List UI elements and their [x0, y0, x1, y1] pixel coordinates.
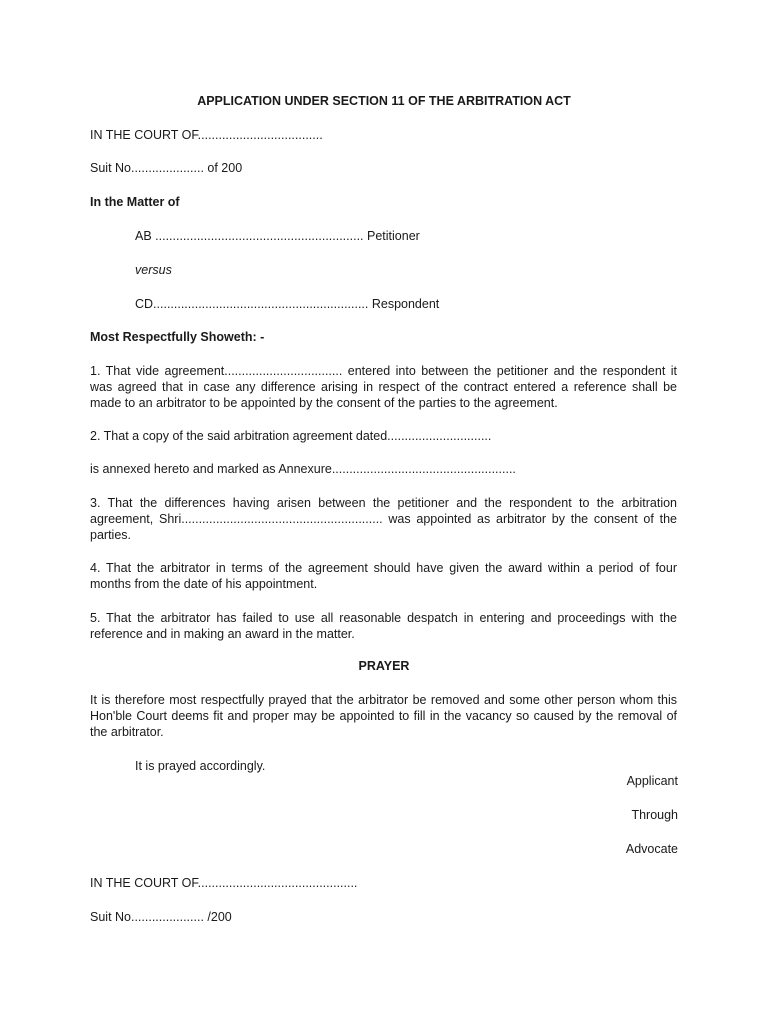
paragraph-4: 4. That the arbitrator in terms of the agreement should have given the award within a period of four months from the date of his appointment. [90, 561, 677, 591]
document-title: APPLICATION UNDER SECTION 11 OF THE ARBITRATION ACT [197, 94, 571, 108]
respondent-line: CD.............................................................. Respondent [135, 297, 440, 311]
paragraph-3: 3. That the differences having arisen between the petitioner and the respondent to the arbitration agreement, Shri.......................................................... was appointed as arbitrator by the consent of the parties. [90, 496, 677, 542]
petitioner-line: AB ............................................................ Petitioner [135, 229, 420, 243]
paragraph-2-annexure: is annexed hereto and marked as Annexure..................................................... [90, 462, 516, 476]
prayed-accordingly: It is prayed accordingly. [135, 759, 266, 773]
paragraph-5: 5. That the arbitrator has failed to use all reasonable despatch in entering and proceedings with the reference and in making an award in the matter. [90, 611, 677, 641]
paragraph-1: 1. That vide agreement.................................. entered into between the petitioner and the respondent it was agreed that in case any difference arising in respect of the contract entered a reference shall be made to an arbitrator to be appointed by the consent of the parties to the agreement. [90, 364, 677, 410]
paragraph-2: 2. That a copy of the said arbitration agreement dated.............................. [90, 429, 492, 443]
applicant-label: Applicant [626, 774, 678, 788]
suit-number-line: Suit No..................... of 200 [90, 161, 243, 175]
prayer-heading: PRAYER [358, 659, 410, 673]
prayer-text: It is therefore most respectfully prayed that the arbitrator be removed and some other person whom this Hon'ble Court deems fit and proper may be appointed to fill in the vacancy so caused by the removal of the arbitrator. [90, 693, 677, 739]
through-label: Through [631, 808, 678, 822]
court-line-2: IN THE COURT OF.............................................. [90, 876, 358, 890]
matter-heading: In the Matter of [90, 195, 180, 209]
advocate-label: Advocate [625, 842, 678, 856]
versus-label: versus [135, 263, 172, 277]
court-line: IN THE COURT OF.................................... [90, 128, 323, 142]
showeth-heading: Most Respectfully Showeth: - [90, 330, 265, 344]
suit-number-line-2: Suit No..................... /200 [90, 910, 232, 924]
